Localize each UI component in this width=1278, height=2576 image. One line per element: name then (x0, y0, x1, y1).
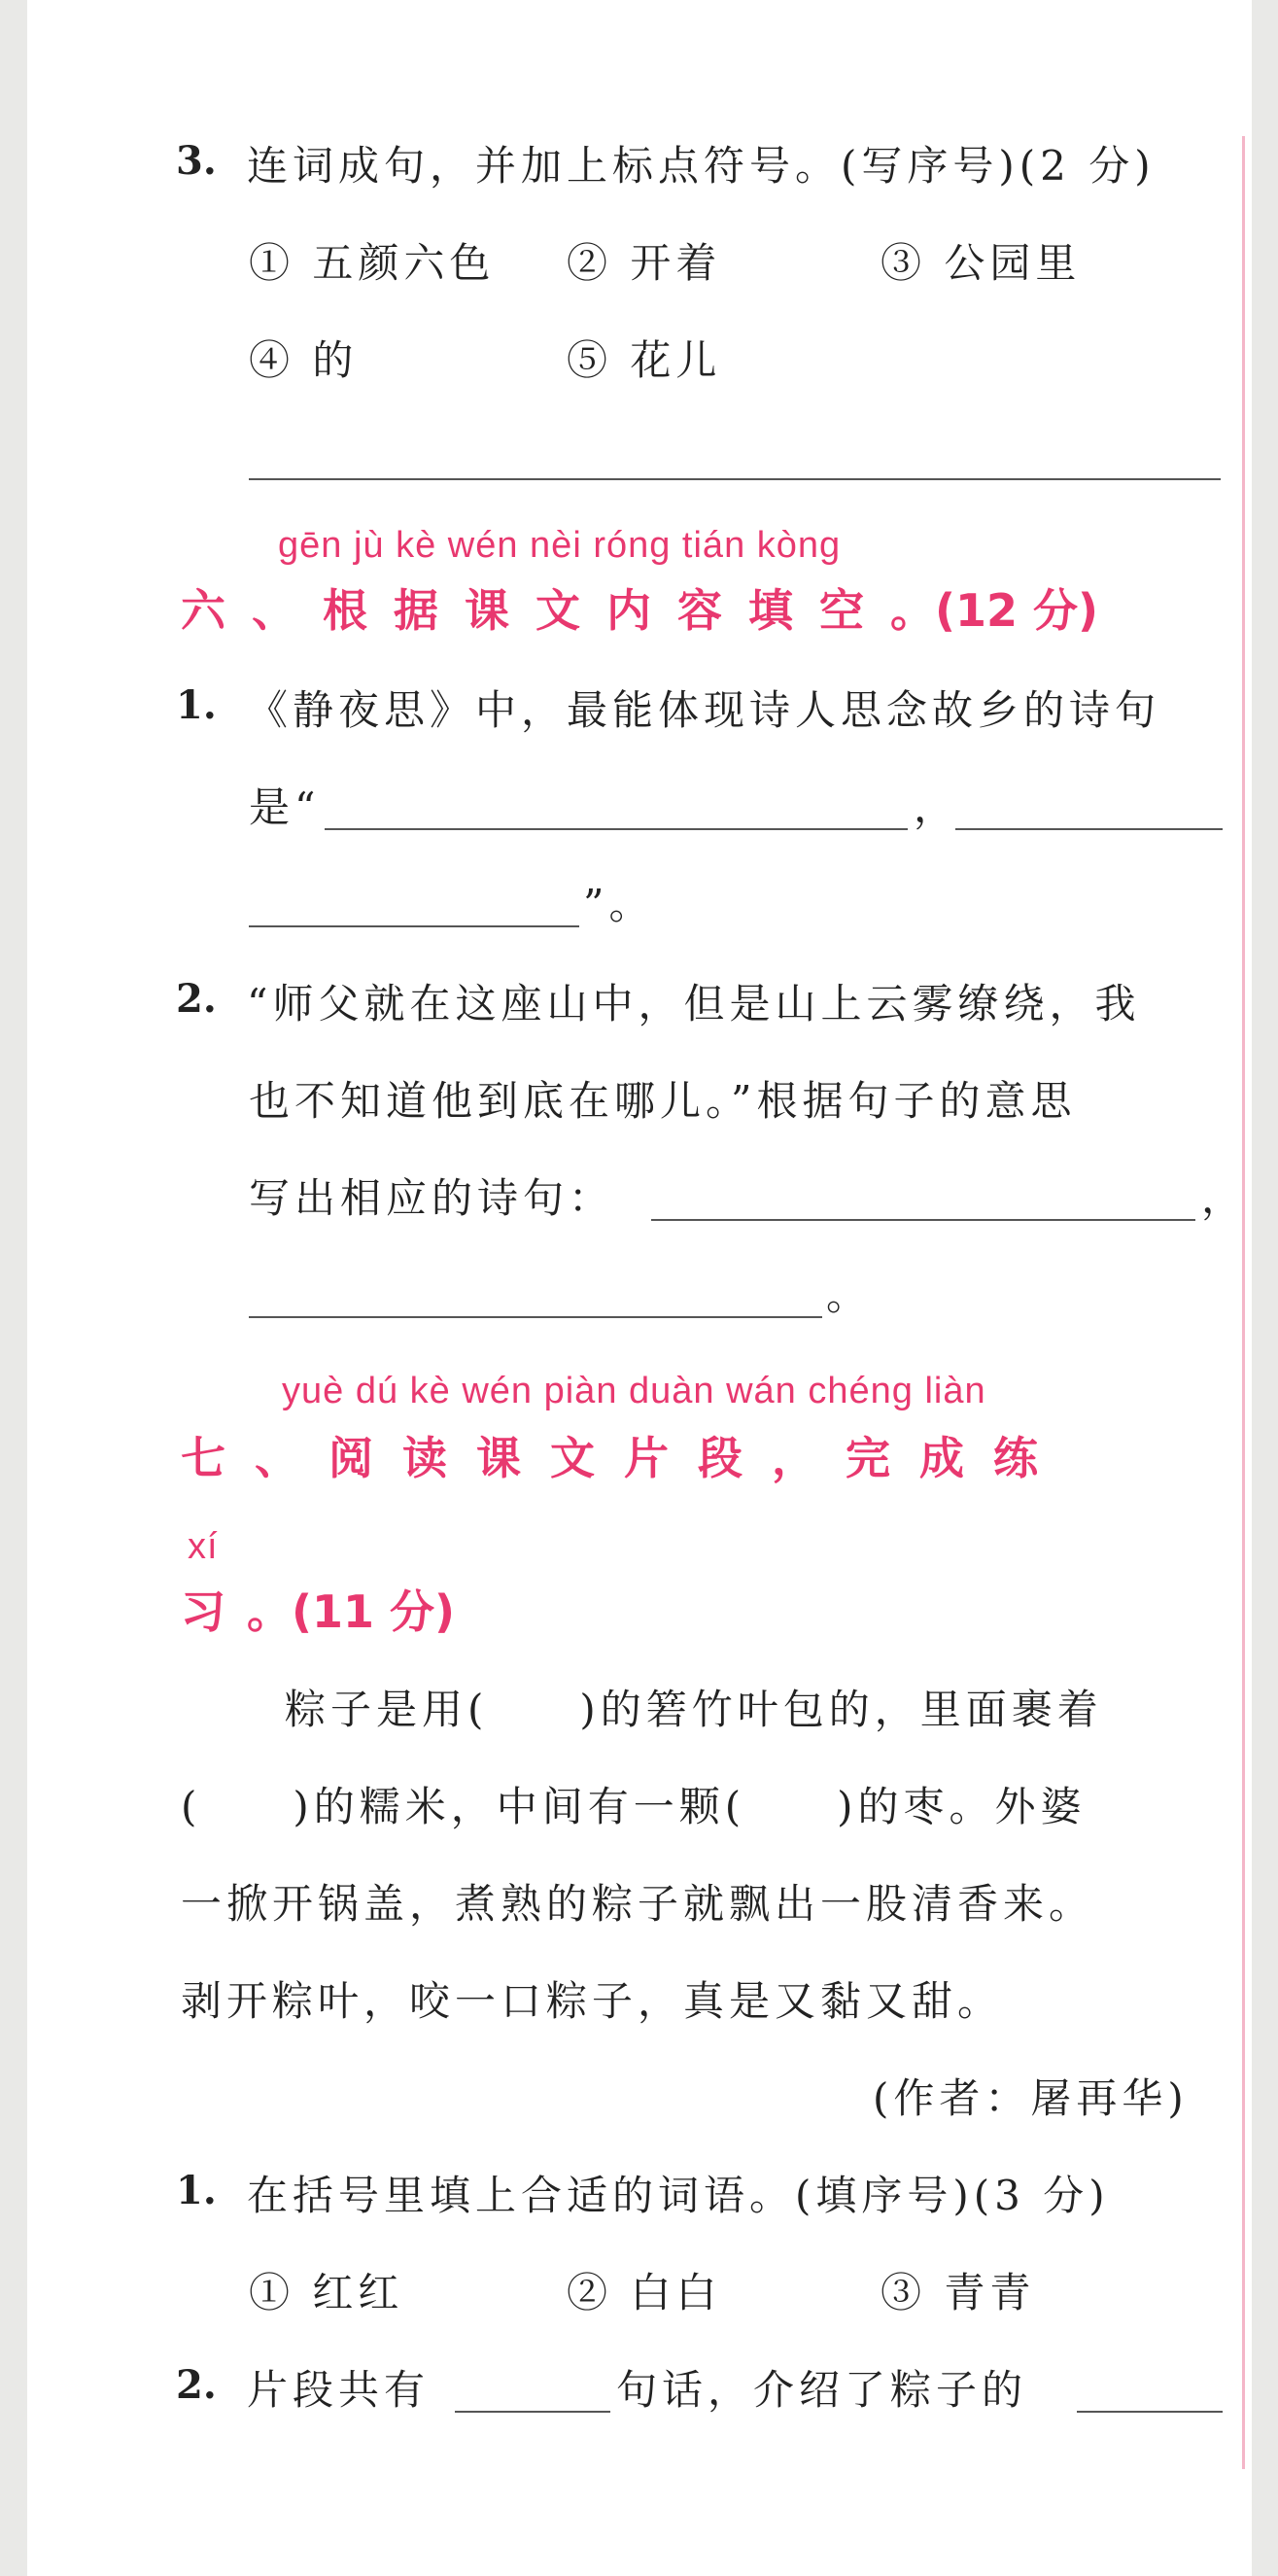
q3-option-2 (567, 231, 721, 290)
section7-title-2: 习 (181, 1585, 247, 1638)
option-mark: ③ (881, 2269, 927, 2316)
s7-q2-part1: 片段共有 (247, 2366, 431, 2414)
passage-line1: 粽子是用( )的箬竹叶包的，里面裹着 (285, 1686, 1103, 1733)
q3-number: 3. (176, 138, 217, 184)
q3-option-1 (249, 231, 495, 290)
option-mark: ③ (881, 239, 927, 287)
q3-option-4 (249, 329, 358, 387)
q3-option-5 (567, 329, 721, 387)
s6-q1-prefix: 是“ (249, 783, 321, 831)
s6-q1-blank-1[interactable] (325, 828, 908, 830)
s7-q2-blank-1[interactable] (455, 2411, 610, 2413)
s7-q1-number: 1. (176, 2168, 217, 2213)
option-mark: ① (249, 239, 295, 287)
option-text: 花儿 (630, 336, 722, 384)
s6-q1-blank-3[interactable] (249, 925, 579, 927)
option-mark: ① (249, 2269, 295, 2316)
q3-prompt: 连词成句，并加上标点符号。(写序号)(2 分) (247, 142, 1156, 190)
option-text: 开着 (630, 239, 722, 287)
section6-heading (181, 575, 1098, 640)
s6-q2-line2: 也不知道他到底在哪儿。”根据句子的意思 (249, 1077, 1077, 1125)
worksheet-page (27, 0, 1252, 2576)
passage-line4: 剥开粽叶，咬一口粽子，真是又黏又甜。 (181, 1977, 1004, 2025)
s6-q2-blank-1[interactable] (651, 1219, 1195, 1221)
margin-line (1242, 136, 1245, 2469)
section7-pinyin-2: xí (188, 1526, 219, 1567)
passage-line2: ( )的糯米，中间有一颗( )的枣。外婆 (181, 1783, 1087, 1830)
s6-q1-line1: 《静夜思》中，最能体现诗人思念故乡的诗句 (247, 686, 1161, 734)
option-mark: ② (567, 2269, 613, 2316)
s6-q2-blank-2[interactable] (249, 1316, 822, 1318)
option-text: 公园里 (944, 239, 1082, 287)
passage-line3: 一掀开锅盖，煮熟的粽子就飘出一股清香来。 (181, 1880, 1095, 1928)
section7-title: 七、阅读课文片段，完成练 (181, 1432, 1067, 1484)
passage-author: (作者：屠再华) (873, 2074, 1189, 2122)
s6-q2-end: 。 (826, 1271, 873, 1319)
option-text: 白白 (630, 2269, 722, 2316)
s6-q1-comma: ， (914, 783, 960, 831)
s6-q1-number: 1. (176, 682, 217, 728)
s6-q1-blank-2[interactable] (955, 828, 1223, 830)
option-mark: ② (567, 239, 613, 287)
option-text: 五颜六色 (312, 239, 496, 287)
s6-q2-comma: ， (1201, 1174, 1248, 1222)
option-mark: ④ (249, 336, 295, 384)
section7-heading-2 (181, 1577, 455, 1641)
s7-q1-prompt: 在括号里填上合适的词语。(填序号)(3 分) (247, 2172, 1110, 2219)
s6-q2-line1: “师父就在这座山中，但是山上云雾缭绕，我 (247, 980, 1141, 1027)
s7-q2-number: 2. (176, 2362, 217, 2408)
s7-q2-part2: 句话，介绍了粽子的 (616, 2366, 1028, 2414)
s6-q2-line3: 写出相应的诗句： (249, 1174, 615, 1222)
section7-score: 。(11 分) (247, 1585, 456, 1638)
s6-q2-number: 2. (176, 976, 217, 1022)
q3-answer-line[interactable] (249, 478, 1221, 480)
s7-q1-option-3 (881, 2261, 1035, 2319)
section7-pinyin: yuè dú kè wén piàn duàn wán chéng liàn (282, 1371, 986, 1411)
section6-pinyin: gēn jù kè wén nèi róng tián kòng (278, 525, 842, 566)
option-text: 的 (312, 336, 359, 384)
section6-score: 。(12 分) (890, 584, 1099, 637)
s7-q1-option-2 (567, 2261, 721, 2319)
q3-option-3 (881, 231, 1081, 290)
option-text: 红红 (312, 2269, 404, 2316)
option-mark: ⑤ (567, 336, 613, 384)
option-text: 青青 (944, 2269, 1036, 2316)
s6-q1-end: ”。 (583, 881, 655, 928)
section6-title: 六、根据课文内容填空 (181, 584, 890, 637)
s7-q1-option-1 (249, 2261, 403, 2319)
s7-q2-blank-2[interactable] (1077, 2411, 1223, 2413)
